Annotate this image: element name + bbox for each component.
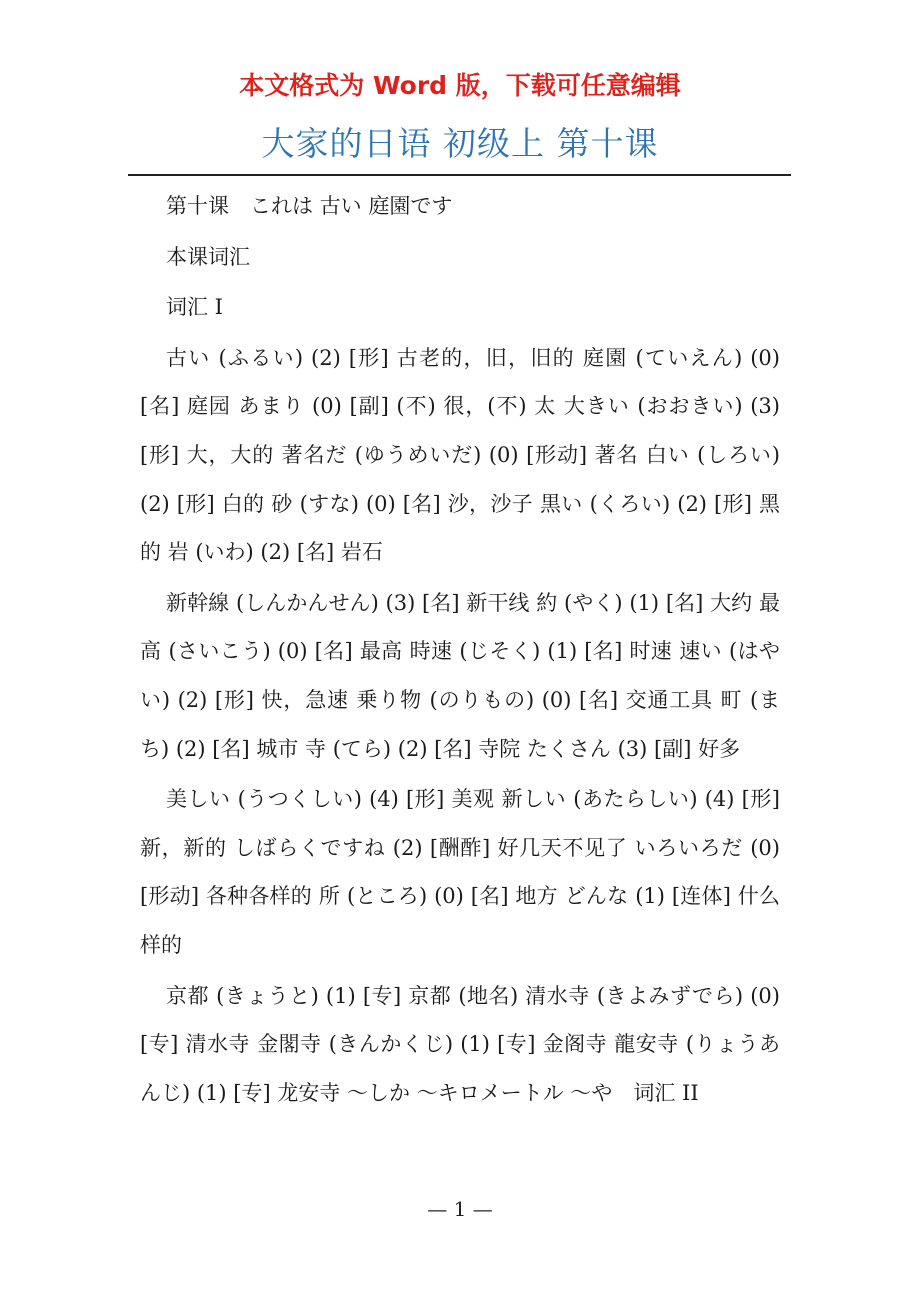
page-number: — 1 — [427, 1197, 493, 1221]
download-notice: 本文格式为 Word 版，下载可任意编辑 [239, 71, 681, 100]
vocab-paragraph: 京都 (きょうと) (1) [专] 京都 (地名) 清水寺 (きよみずでら) (0) [专] 清水寺 金閣寺 (きんかくじ) (1) [专] 金阁寺 龍安寺 (りょうあんじ) (1) [专] 龙安寺 ～しか ～キロメートル ～や 词汇 II [140, 983, 780, 1105]
section-heading-vocab: 本课词汇 [166, 244, 250, 269]
vocab-paragraph: 新幹線 (しんかんせん) (3) [名] 新干线 約 (やく) (1) [名] 大约 最高 (さいこう) (0) [名] 最高 時速 (じそく) (1) [名] 时速 速い (はやい) (2) [形] 快，急速 乗り物 (のりもの) (0) [名] 交通工具 町 (まち) (2) [名] 城市 寺 (てら) (2) [名] 寺院 たくさん (3) [副] 好多 [140, 590, 780, 761]
vocab-paragraph: 美しい (うつくしい) (4) [形] 美观 新しい (あたらしい) (4) [形] 新，新的 しばらくですね (2) [酬酢] 好几天不见了 いろいろだ (0) [形动] 各种各样的 所 (ところ) (0) [名] 地方 どんな (1) [连体] 什么样的 [140, 787, 780, 957]
vocab-paragraph: 古い (ふるい) (2) [形] 古老的，旧，旧的 庭園 (ていえん) (0) [名] 庭园 あまり (0) [副] (不) 很，(不) 太 大きい (おおきい) (3) [形] 大，大的 著名だ (ゆうめいだ) (0) [形动] 著名 白い (しろい) (2) [形] 白的 砂 (すな) (0) [名] 沙，沙子 黒い (くろい) (2) [形] 黑的 岩 (いわ) (2) [名] 岩石 [140, 345, 780, 565]
document-body [140, 182, 780, 1119]
header-divider [128, 174, 791, 176]
lesson-title: 第十课 これは 古い 庭園です [166, 194, 453, 218]
document-title: 大家的日语 初级上 第十课 [261, 124, 659, 163]
vocab-1-heading: 词汇 I [166, 295, 223, 320]
